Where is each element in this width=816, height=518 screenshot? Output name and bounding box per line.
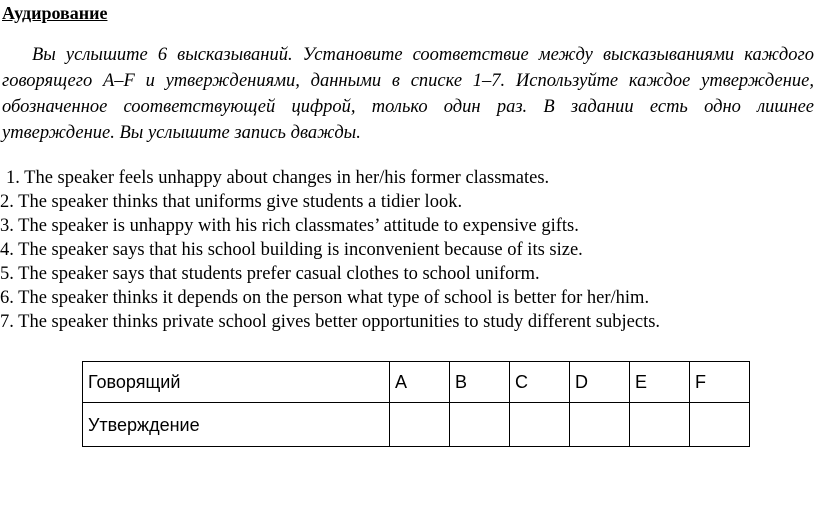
statement-item: 5. The speaker says that students prefer casual clothes to school uniform.	[0, 264, 540, 284]
statement-item: 2. The speaker thinks that uniforms give students a tidier look.	[0, 192, 463, 212]
speaker-row	[83, 362, 750, 403]
speaker-letter-cell: A	[390, 362, 450, 403]
speaker-letter-cell: E	[630, 362, 690, 403]
answer-cell[interactable]	[510, 403, 570, 447]
answer-cell[interactable]	[690, 403, 750, 447]
statement-item: 1. The speaker feels unhappy about changes in her/his former classmates.	[6, 168, 550, 188]
statement-item: 4. The speaker says that his school building is inconvenient because of its size.	[0, 240, 583, 260]
speaker-letter-cell: B	[450, 362, 510, 403]
answer-cell[interactable]	[450, 403, 510, 447]
statement-item: 6. The speaker thinks it depends on the person what type of school is better for her/him.	[0, 288, 650, 308]
speaker-label-cell: Говорящий	[83, 362, 390, 403]
statement-row	[83, 403, 750, 447]
speaker-letter-cell: D	[570, 362, 630, 403]
section-heading: Аудирование	[2, 3, 108, 23]
answer-cell[interactable]	[570, 403, 630, 447]
statement-list	[0, 166, 660, 334]
answer-cell[interactable]	[630, 403, 690, 447]
answer-table	[82, 361, 750, 447]
statement-item: 7. The speaker thinks private school gives better opportunities to study different subjects.	[0, 312, 661, 332]
speaker-letter-cell: C	[510, 362, 570, 403]
statement-item: 3. The speaker is unhappy with his rich classmates’ attitude to expensive gifts.	[0, 216, 579, 236]
statement-label-cell: Утверждение	[83, 403, 390, 447]
speaker-letter-cell: F	[690, 362, 750, 403]
task-instructions: Вы услышите 6 высказываний. Установите соответствие между высказываниями каждого говорящего A–F и утверждениями, данными в списке 1–7. Используйте каждое утверждение, обозначенное соответствующей цифрой, только один раз. В задании есть одно лишнее утверждение. Вы услышите запись дважды.	[2, 45, 814, 143]
answer-cell[interactable]	[390, 403, 450, 447]
